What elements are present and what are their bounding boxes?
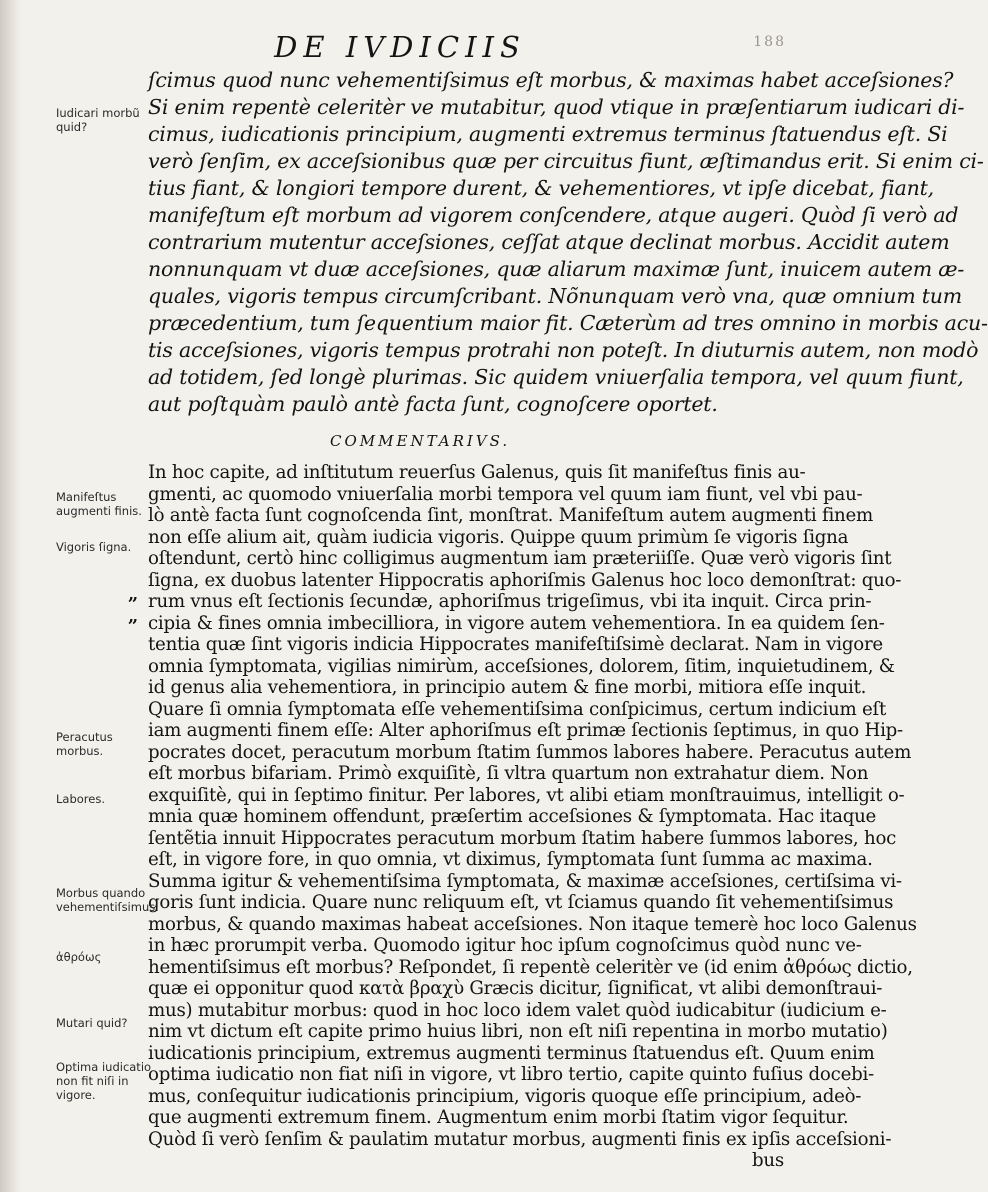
page-title: DE IVDICIIS [274, 30, 526, 64]
margin-note: Morbus quando vehementiſsimus. [56, 886, 159, 914]
text-line: id genus alia vehementiora, in principio autem & fine morbi, mitiora eſſe inquit. [148, 677, 867, 698]
margin-note: Vigoris ſigna. [56, 540, 132, 554]
text-line: In hoc capite, ad inſtitutum reuerſus Galenus, quis ſit manifeſtus finis au- [148, 462, 806, 483]
text-line: cimus, iudicationis principium, augmenti extremus terminus ſtatuendus eſt. Si [148, 122, 948, 146]
margin-note: Iudicari morbũ quid? [56, 106, 140, 134]
text-line: iam augmenti finem eſſe: Alter aphoriſmus eſt primæ ſectionis ſeptimus, in quo Hip- [148, 720, 903, 741]
margin-note: Labores. [56, 792, 105, 806]
text-line: quales, vigoris tempus circumſcribant. Nõnunquam verò vna, quæ omnium tum [148, 284, 963, 308]
margin-note: ἀθρόως [56, 950, 102, 964]
text-line: in hæc prorumpit verba. Quomodo igitur hoc ipſum cognoſcimus quòd nunc ve- [148, 935, 862, 956]
text-line: aut poſtquàm paulò antè facta ſunt, cognoſcere oportet. [148, 392, 718, 416]
running-header [0, 30, 800, 70]
text-line: Quòd ſi verò ſenſim & paulatim mutatur morbus, augmenti finis ex ipſis acceſsioni- [148, 1128, 892, 1150]
text-line: præcedentium, tum ſequentium maior fit. Cæterùm ad tres omnino in morbis acu- [148, 311, 988, 335]
text-line: Quare ſi omnia ſymptomata eſſe vehementiſsima conſpicimus, certum indicium eſt [148, 698, 887, 720]
text-line: exquiſitè, qui in ſeptimo finitur. Per labores, vt alibi etiam monſtrauimus, intelligit o- [148, 784, 905, 806]
text-line: oſtendunt, certò hinc colligimus augmentum iam præteriiſſe. Quæ verò vigoris ſint [148, 548, 892, 569]
text-line: mus) mutabitur morbus: quod in hoc loco idem valet quòd iudicabitur (iudicium e- [148, 999, 887, 1021]
text-line: non eſſe alium ait, quàm iudicia vigoris. Quippe quum primùm ſe vigoris ſigna [148, 526, 849, 548]
text-line: pocrates docet, peracutum morbum ſtatim ſummos labores habere. Peracutus autem [148, 741, 912, 763]
text-line: tis acceſsiones, vigoris tempus protrahi non poteſt. In diuturnis autem, non modò [148, 338, 979, 362]
text-line: manifeſtum eſt morbum ad vigorem conſcendere, atque augeri. Quòd ſi verò ad [148, 203, 959, 227]
text-line: eſt morbus bifariam. Primò exquiſitè, ſi vltra quartum non extrahatur diem. Non [148, 763, 869, 784]
text-line: lò antè facta ſunt cognoſcenda ſint, monſtrat. Manifeſtum autem augmenti finem [148, 505, 874, 526]
quotation-mark: „ [128, 606, 139, 627]
text-line: ſigna, ex duobus latenter Hippocratis aphoriſmis Galenus hoc loco demonſtrat: quo- [148, 569, 902, 591]
text-line: morbus, & quando maximas habeat acceſsiones. Non itaque temerè hoc loco Galenus [148, 913, 917, 935]
text-line: ad totidem, ſed longè plurimas. Sic quidem vniuerſalia tempora, vel quum fiunt, [148, 365, 964, 389]
text-line: rum vnus eſt ſectionis ſecundæ, aphoriſmus trigeſimus, vbi ita inquit. Circa prin- [148, 591, 872, 612]
commentary-heading: COMMENTARIVS. [330, 432, 511, 450]
text-line: eſt, in vigore fore, in quo omnia, vt diximus, ſymptomata ſunt ſumma ac maxima. [148, 849, 873, 870]
page-binding-edge [0, 0, 22, 1192]
text-line: que augmenti extremum finem. Augmentum enim morbi ſtatim vigor ſequitur. [148, 1107, 849, 1128]
page-number: 188 [753, 34, 786, 50]
text-line: mus, conſequitur iudicationis principium, vigoris quoque eſſe principium, adeò- [148, 1085, 862, 1107]
text-line: quæ ei opponitur quod κατὰ βραχὺ Græcis dicitur, ſignificat, vt alibi demonſtraui- [148, 978, 883, 999]
text-line: contrarium mutentur acceſsiones, ceſſat atque declinat morbus. Accidit autem [148, 230, 950, 254]
text-line: ſentẽtia innuit Hippocrates peracutum morbum ſtatim habere ſummos labores, hoc [148, 827, 897, 849]
text-line: hementiſsimus eſt morbus? Reſpondet, ſi repentè celeritèr ve (id enim ἀθρόως dictio, [148, 956, 913, 978]
text-line: gmenti, ac quomodo vniuerſalia morbi tempora vel quum iam fiunt, vel vbi pau- [148, 483, 863, 505]
text-line: ſcimus quod nunc vehementiſsimus eſt morbus, & maximas habet acceſsiones? [148, 68, 954, 92]
text-line: optima iudicatio non fiat niſi in vigore, vt libro tertio, capite quinto fuſius docebi- [148, 1064, 874, 1085]
margin-note: Optima iudicatio non fit niſi in vigore. [56, 1060, 152, 1102]
text-line: goris ſunt indicia. Quare nunc reliquum eſt, vt ſciamus quando ſit vehementiſsimus [148, 892, 894, 913]
text-line: tentia quæ ſint vigoris indicia Hippocrates manifeſtiſsimè declarat. Nam in vigore [148, 634, 883, 655]
text-line: Si enim repentè celeritèr ve mutabitur, quod vtique in præſentiarum iudicari di- [148, 95, 965, 119]
text-line: cipia & fines omnia imbecilliora, in vigore autem vehementiora. In ea quidem ſen- [148, 612, 885, 634]
quotation-mark: „ [128, 584, 139, 605]
text-line: omnia ſymptomata, vigilias nimirùm, acceſsiones, dolorem, ſitim, inquietudinem, & [148, 655, 895, 677]
margin-note: Manifeſtus augmenti finis. [56, 490, 142, 518]
text-line: tius fiant, & longiori tempore durent, & vehementiores, vt ipſe dicebat, fiant, [148, 176, 934, 200]
margin-note: Mutari quid? [56, 1016, 128, 1030]
text-line: iudicationis principium, extremus augmenti terminus ſtatuendus eſt. Quum enim [148, 1042, 875, 1064]
text-line: mnia quæ hominem offendunt, præſertim acceſsiones & ſymptomata. Hac itaque [148, 806, 877, 827]
text-line: verò ſenſim, ex acceſsionibus quæ per circuitus fiunt, æſtimandus erit. Si enim ci- [148, 149, 984, 173]
text-line: nonnunquam vt duæ acceſsiones, quæ aliarum maximæ ſunt, inuicem autem æ- [148, 257, 965, 281]
text-line: Summa igitur & vehementiſsima ſymptomata, & maximæ acceſsiones, certiſsima vi- [148, 870, 902, 892]
margin-note: Peracutus morbus. [56, 730, 113, 758]
catchword: bus [752, 1150, 784, 1171]
text-line: nim vt dictum eſt capite primo huius libri, non eſt niſi repentina in morbo mutatio) [148, 1021, 888, 1042]
